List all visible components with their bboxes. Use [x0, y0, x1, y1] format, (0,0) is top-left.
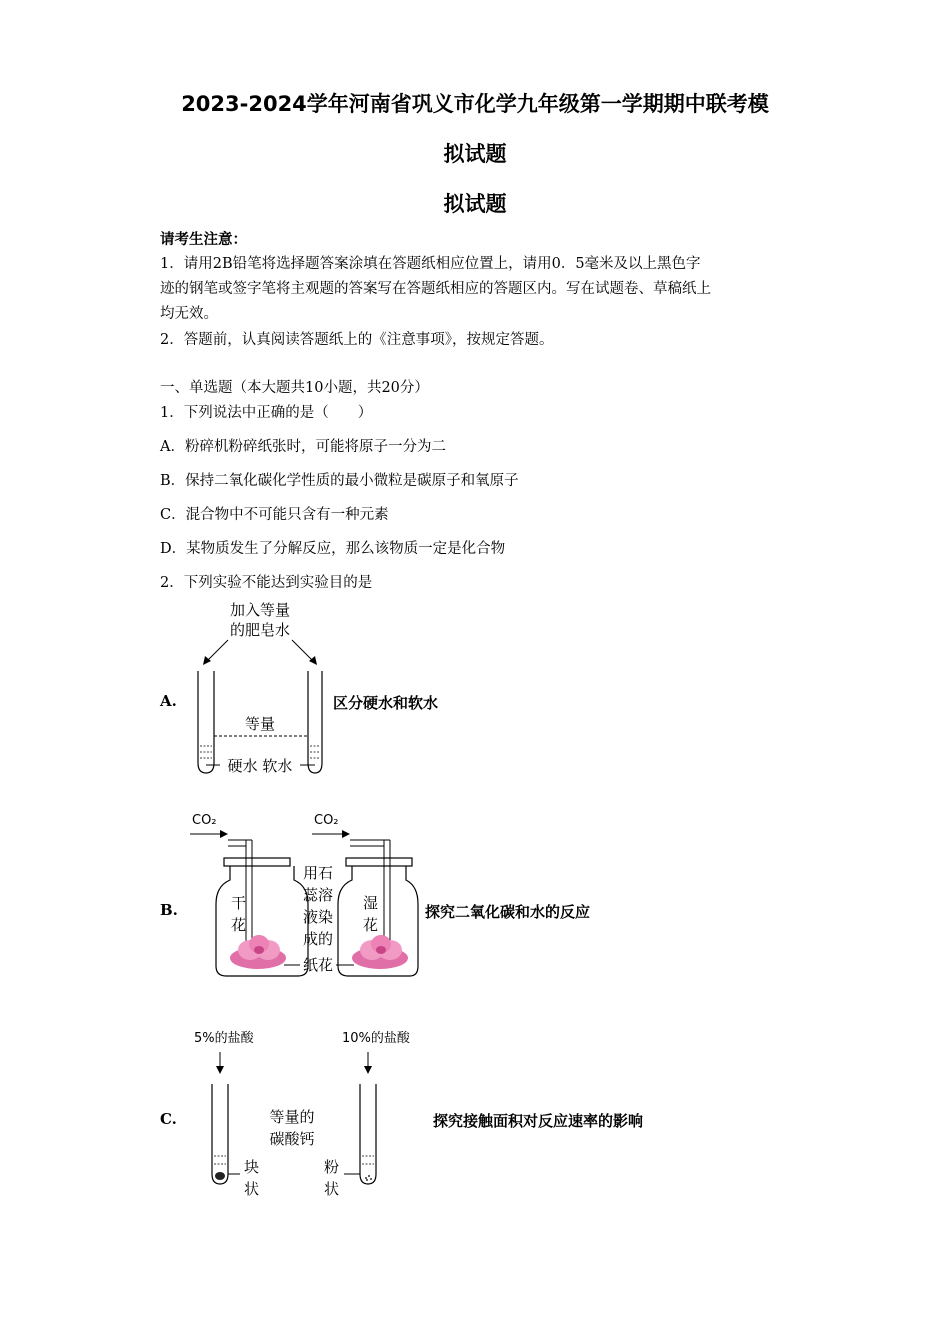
q1-stem: 1．下列说法中正确的是（ ） [160, 405, 373, 421]
q2-option-b-caption: 探究二氧化碳和水的反应 [425, 903, 591, 921]
page-title-line3: 拟试题 [443, 192, 507, 216]
hydrochloric-acid-diagram [192, 1026, 428, 1202]
label-mid-2: 蕊溶 [302, 886, 334, 904]
q2-option-b-letter: B. [160, 901, 178, 919]
label-wet1: 湿 [363, 894, 379, 912]
q2-option-a-letter: A. [160, 692, 177, 710]
notice-item-1c: 均无效。 [160, 306, 218, 322]
q2-option-a-caption: 区分硬水和软水 [333, 694, 439, 712]
label-co2-right: CO₂ [314, 813, 339, 828]
label-mid-5: 纸花 [302, 956, 334, 974]
calcium-carbonate-lump [215, 1172, 225, 1180]
notice-item-1a: 1．请用2B铅笔将选择题答案涂填在答题纸相应位置上，请用0．5毫米及以上黑色字 [160, 256, 701, 272]
label-mid-3: 液染 [302, 908, 334, 926]
label-add-soap: 加入等量 [229, 601, 291, 619]
q1-option-c: C．混合物中不可能只含有一种元素 [160, 507, 389, 523]
label-powder2: 状 [324, 1180, 340, 1198]
page-title-line2: 拟试题 [443, 142, 507, 166]
label-co2-left: CO₂ [192, 813, 217, 828]
q2-option-c-caption: 探究接触面积对反应速率的影响 [433, 1112, 644, 1130]
arrow-left [206, 640, 228, 662]
label-acid-5: 5%的盐酸 [194, 1031, 254, 1046]
left-flower [230, 935, 286, 969]
left-jar-lid [224, 858, 290, 866]
label-hard-soft-water: 硬水 软水 [227, 757, 293, 775]
test-tube-lump [212, 1084, 228, 1184]
q1-option-b: B．保持二氧化碳化学性质的最小微粒是碳原子和氧原子 [160, 473, 519, 489]
right-flower [352, 935, 408, 969]
q2-option-c-letter: C. [160, 1110, 177, 1128]
notice-item-1b: 迹的钢笔或签字笔将主观题的答案写在答题纸相应的答题区内。写在试题卷、草稿纸上 [160, 281, 711, 297]
right-jar-lid [346, 858, 412, 866]
label-soap-water: 的肥皂水 [229, 621, 291, 639]
notice-heading: 请考生注意： [160, 231, 247, 248]
label-mid-1: 用石 [302, 864, 334, 882]
label-equal-amount: 等量的 [269, 1108, 315, 1126]
soap-water-diagram [190, 598, 330, 780]
notice-item-2: 2．答题前，认真阅读答题纸上的《注意事项》，按规定答题。 [160, 332, 554, 348]
test-tube-powder [360, 1084, 376, 1184]
arrowhead-left [203, 656, 211, 665]
arrow-right [292, 640, 314, 662]
label-dry1: 干 [231, 894, 247, 912]
q1-option-a: A．粉碎机粉碎纸张时，可能将原子一分为二 [160, 439, 446, 455]
arrowhead-right [309, 656, 317, 665]
label-lump1: 块 [244, 1158, 260, 1176]
label-mid-4: 成的 [302, 930, 334, 948]
page-title: 2023-2024学年河南省巩义市化学九年级第一学期期中联考模 [181, 92, 769, 116]
label-powder1: 粉 [324, 1158, 340, 1176]
label-dry2: 花 [231, 916, 247, 934]
co2-paper-flower-diagram [188, 810, 420, 982]
label-wet2: 花 [363, 916, 379, 934]
q2-stem: 2．下列实验不能达到实验目的是 [160, 575, 373, 591]
label-equal: 等量 [244, 715, 276, 733]
q1-option-d: D．某物质发生了分解反应，那么该物质一定是化合物 [160, 541, 506, 557]
label-calcium-carbonate: 碳酸钙 [269, 1130, 315, 1148]
label-lump2: 状 [244, 1180, 260, 1198]
label-acid-10: 10%的盐酸 [342, 1031, 410, 1046]
section-heading: 一、单选题（本大题共10小题，共20分） [160, 380, 429, 396]
